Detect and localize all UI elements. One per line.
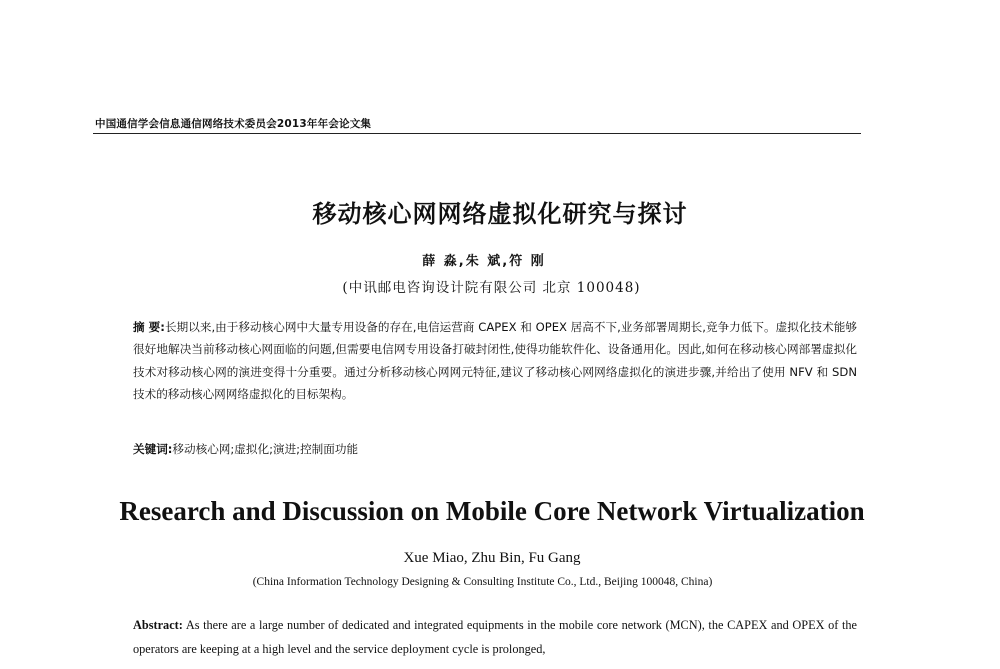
chinese-keywords-text: 移动核心网;虚拟化;演进;控制面功能	[172, 442, 359, 456]
english-abstract	[133, 614, 857, 661]
english-abstract-label: Abstract:	[133, 618, 183, 632]
chinese-keywords-label: 关键词:	[133, 442, 173, 456]
chinese-title: 移动核心网网络虚拟化研究与探讨	[312, 200, 688, 228]
chinese-affiliation: (中讯邮电咨询设计院有限公司 北京 100048)	[342, 280, 641, 296]
english-title: Research and Discussion on Mobile Core Network Virtualization	[119, 496, 865, 526]
english-affiliation: (China Information Technology Designing & Consulting Institute Co., Ltd., Beijing 100048, China)	[252, 576, 713, 588]
chinese-abstract	[133, 316, 857, 405]
chinese-abstract-label: 摘 要:	[133, 320, 165, 334]
proceedings-header: 中国通信学会信息通信网络技术委员会2013年年会论文集	[95, 118, 372, 130]
chinese-abstract-text: 长期以来,由于移动核心网中大量专用设备的存在,电信运营商 CAPEX 和 OPEX 居高不下,业务部署周期长,竞争力低下。虚拟化技术能够很好地解决当前移动核心网面临的问题,但需要电信网专用设备打破封闭性,使得功能软件化、设备通用化。因此,如何在移动核心网部署虚拟化技术对移动核心网的演进变得十分重要。通过分析移动核心网网元特征,建议了移动核心网网络虚拟化的演进步骤,并给出了使用 NFV 和 SDN 技术的移动核心网网络虚拟化的目标架构。	[133, 320, 857, 401]
english-authors: Xue Miao, Zhu Bin, Fu Gang	[403, 550, 581, 566]
header-rule	[93, 133, 861, 134]
chinese-authors: 薛 淼,朱 斌,符 刚	[422, 254, 546, 269]
english-abstract-text: As there are a large number of dedicated and integrated equipments in the mobile core network (MCN), the CAPEX and OPEX of the operators are keeping at a high level and the service deployment cycle is prolonged,	[133, 618, 857, 656]
chinese-keywords	[133, 441, 857, 457]
